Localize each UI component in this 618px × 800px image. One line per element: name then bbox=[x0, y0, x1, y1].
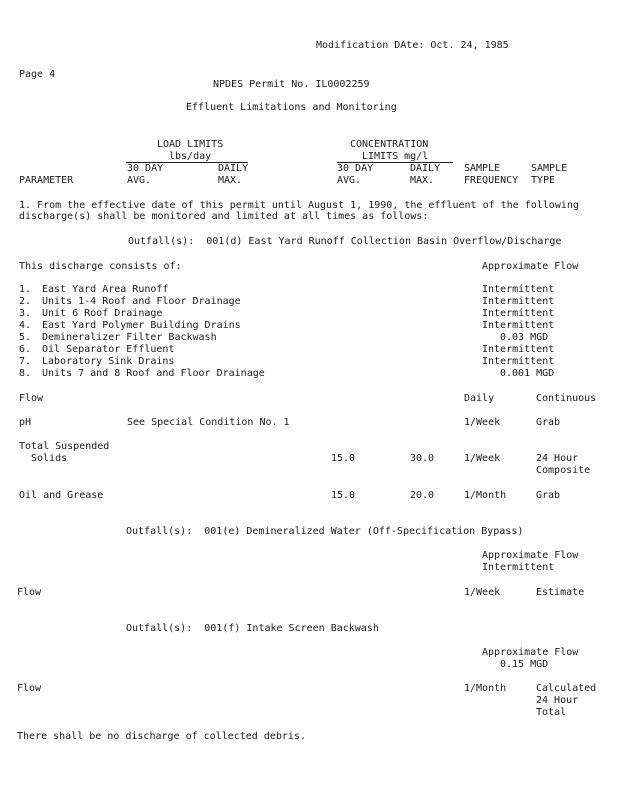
parameter-label: PARAMETER bbox=[19, 175, 74, 186]
outfall-001d-approx-flow: Approximate Flow bbox=[482, 261, 579, 272]
load-limits-units: lbs/day bbox=[169, 151, 212, 162]
page-title: Effluent Limitations and Monitoring bbox=[186, 102, 397, 113]
item-name: Laboratory Sink Drains bbox=[42, 356, 175, 367]
tss-frequency: 1/Week bbox=[464, 453, 501, 464]
oil-grease-daily-max: 20.0 bbox=[410, 490, 435, 501]
oil-grease-param: Oil and Grease bbox=[19, 490, 104, 501]
flow-sample-type: Continuous bbox=[536, 393, 597, 404]
item-flow: 0.03 MGD bbox=[500, 332, 549, 343]
ph-frequency: 1/Week bbox=[464, 417, 501, 428]
page-number: Page 4 bbox=[19, 69, 56, 80]
item-flow: Intermittent bbox=[482, 296, 555, 307]
ph-condition: See Special Condition No. 1 bbox=[127, 417, 290, 428]
concentration-units: LIMITS mg/l bbox=[362, 151, 429, 162]
conc-30day-label: 30 DAY bbox=[337, 163, 374, 174]
outfall-001f-flow-value: 0.15 MGD bbox=[500, 659, 549, 670]
item-flow: Intermittent bbox=[482, 356, 555, 367]
outfall-001f-sample-type-3: Total bbox=[536, 707, 567, 718]
outfall-001e-title: Outfall(s): 001(e) Demineralized Water (Off-Specification Bypass) bbox=[126, 526, 524, 537]
outfall-001f-title: Outfall(s): 001(f) Intake Screen Backwash bbox=[126, 623, 379, 634]
item-flow: Intermittent bbox=[482, 308, 555, 319]
item-name: Units 7 and 8 Roof and Floor Drainage bbox=[42, 368, 265, 379]
item-flow: 0.001 MGD bbox=[500, 368, 555, 379]
oil-grease-30day-avg: 15.0 bbox=[331, 490, 356, 501]
load-avg-label: AVG. bbox=[127, 175, 152, 186]
item-flow: Intermittent bbox=[482, 320, 555, 331]
outfall-001f-sample-type-2: 24 Hour bbox=[536, 695, 579, 706]
modification-date: Modification DAte: Oct. 24, 1985 bbox=[316, 40, 509, 51]
tss-daily-max: 30.0 bbox=[410, 453, 435, 464]
load-max-label: MAX. bbox=[218, 175, 243, 186]
oil-grease-sample-type: Grab bbox=[536, 490, 561, 501]
flow-param: Flow bbox=[19, 393, 44, 404]
outfall-001f-frequency: 1/Month bbox=[464, 683, 507, 694]
outfall-001f-sample-type-1: Calculated bbox=[536, 683, 597, 694]
item-name: East Yard Area Runoff bbox=[42, 284, 169, 295]
ph-sample-type: Grab bbox=[536, 417, 561, 428]
conc-max-label: MAX. bbox=[410, 175, 435, 186]
sample-frequency-label-2: FREQUENCY bbox=[464, 175, 519, 186]
item-flow: Intermittent bbox=[482, 344, 555, 355]
load-daily-label: DAILY bbox=[218, 163, 249, 174]
item-name: Unit 6 Roof Drainage bbox=[42, 308, 163, 319]
sample-type-label-2: TYPE bbox=[531, 175, 556, 186]
outfall-001d-consists: This discharge consists of: bbox=[19, 261, 182, 272]
ph-param: pH bbox=[19, 417, 32, 428]
outfall-001e-approx-flow: Approximate Flow bbox=[482, 550, 579, 561]
sample-type-label-1: SAMPLE bbox=[531, 163, 568, 174]
concentration-heading: CONCENTRATION bbox=[350, 139, 429, 150]
item-number: 7. bbox=[19, 356, 32, 367]
tss-param-line-1: Total Suspended bbox=[19, 441, 110, 452]
footer-note: There shall be no discharge of collected debris. bbox=[17, 731, 306, 742]
item-number: 4. bbox=[19, 320, 32, 331]
outfall-001e-flow-param: Flow bbox=[17, 587, 42, 598]
tss-30day-avg: 15.0 bbox=[331, 453, 356, 464]
load-30day-label: 30 DAY bbox=[127, 163, 164, 174]
permit-number: NPDES Permit No. IL0002259 bbox=[213, 79, 370, 90]
outfall-001f-flow-param: Flow bbox=[17, 683, 42, 694]
sample-frequency-label-1: SAMPLE bbox=[464, 163, 501, 174]
load-limits-heading: LOAD LIMITS bbox=[157, 139, 224, 150]
outfall-001e-sample-type: Estimate bbox=[536, 587, 585, 598]
flow-frequency: Daily bbox=[464, 393, 495, 404]
outfall-001e-frequency: 1/Week bbox=[464, 587, 501, 598]
item-name: East Yard Polymer Building Drains bbox=[42, 320, 241, 331]
item-number: 2. bbox=[19, 296, 32, 307]
intro-line-2: discharge(s) shall be monitored and limited at all times as follows: bbox=[19, 211, 429, 222]
outfall-001f-approx-flow: Approximate Flow bbox=[482, 647, 579, 658]
item-number: 5. bbox=[19, 332, 32, 343]
conc-avg-label: AVG. bbox=[337, 175, 362, 186]
item-number: 3. bbox=[19, 308, 32, 319]
item-name: Demineralizer Filter Backwash bbox=[42, 332, 217, 343]
intro-line-1: 1. From the effective date of this permit until August 1, 1990, the effluent of the following bbox=[19, 200, 579, 211]
item-number: 6. bbox=[19, 344, 32, 355]
tss-param-line-2: Solids bbox=[31, 453, 68, 464]
item-number: 8. bbox=[19, 368, 32, 379]
item-name: Oil Separator Effluent bbox=[42, 344, 175, 355]
item-flow: Intermittent bbox=[482, 284, 555, 295]
item-name: Units 1-4 Roof and Floor Drainage bbox=[42, 296, 241, 307]
item-number: 1. bbox=[19, 284, 32, 295]
outfall-001e-flow-value: Intermittent bbox=[482, 562, 555, 573]
conc-daily-label: DAILY bbox=[410, 163, 441, 174]
oil-grease-frequency: 1/Month bbox=[464, 490, 507, 501]
outfall-001d-title: Outfall(s): 001(d) East Yard Runoff Collection Basin Overflow/Discharge bbox=[128, 236, 562, 247]
tss-sample-type-2: Composite bbox=[536, 465, 591, 476]
tss-sample-type-1: 24 Hour bbox=[536, 453, 579, 464]
